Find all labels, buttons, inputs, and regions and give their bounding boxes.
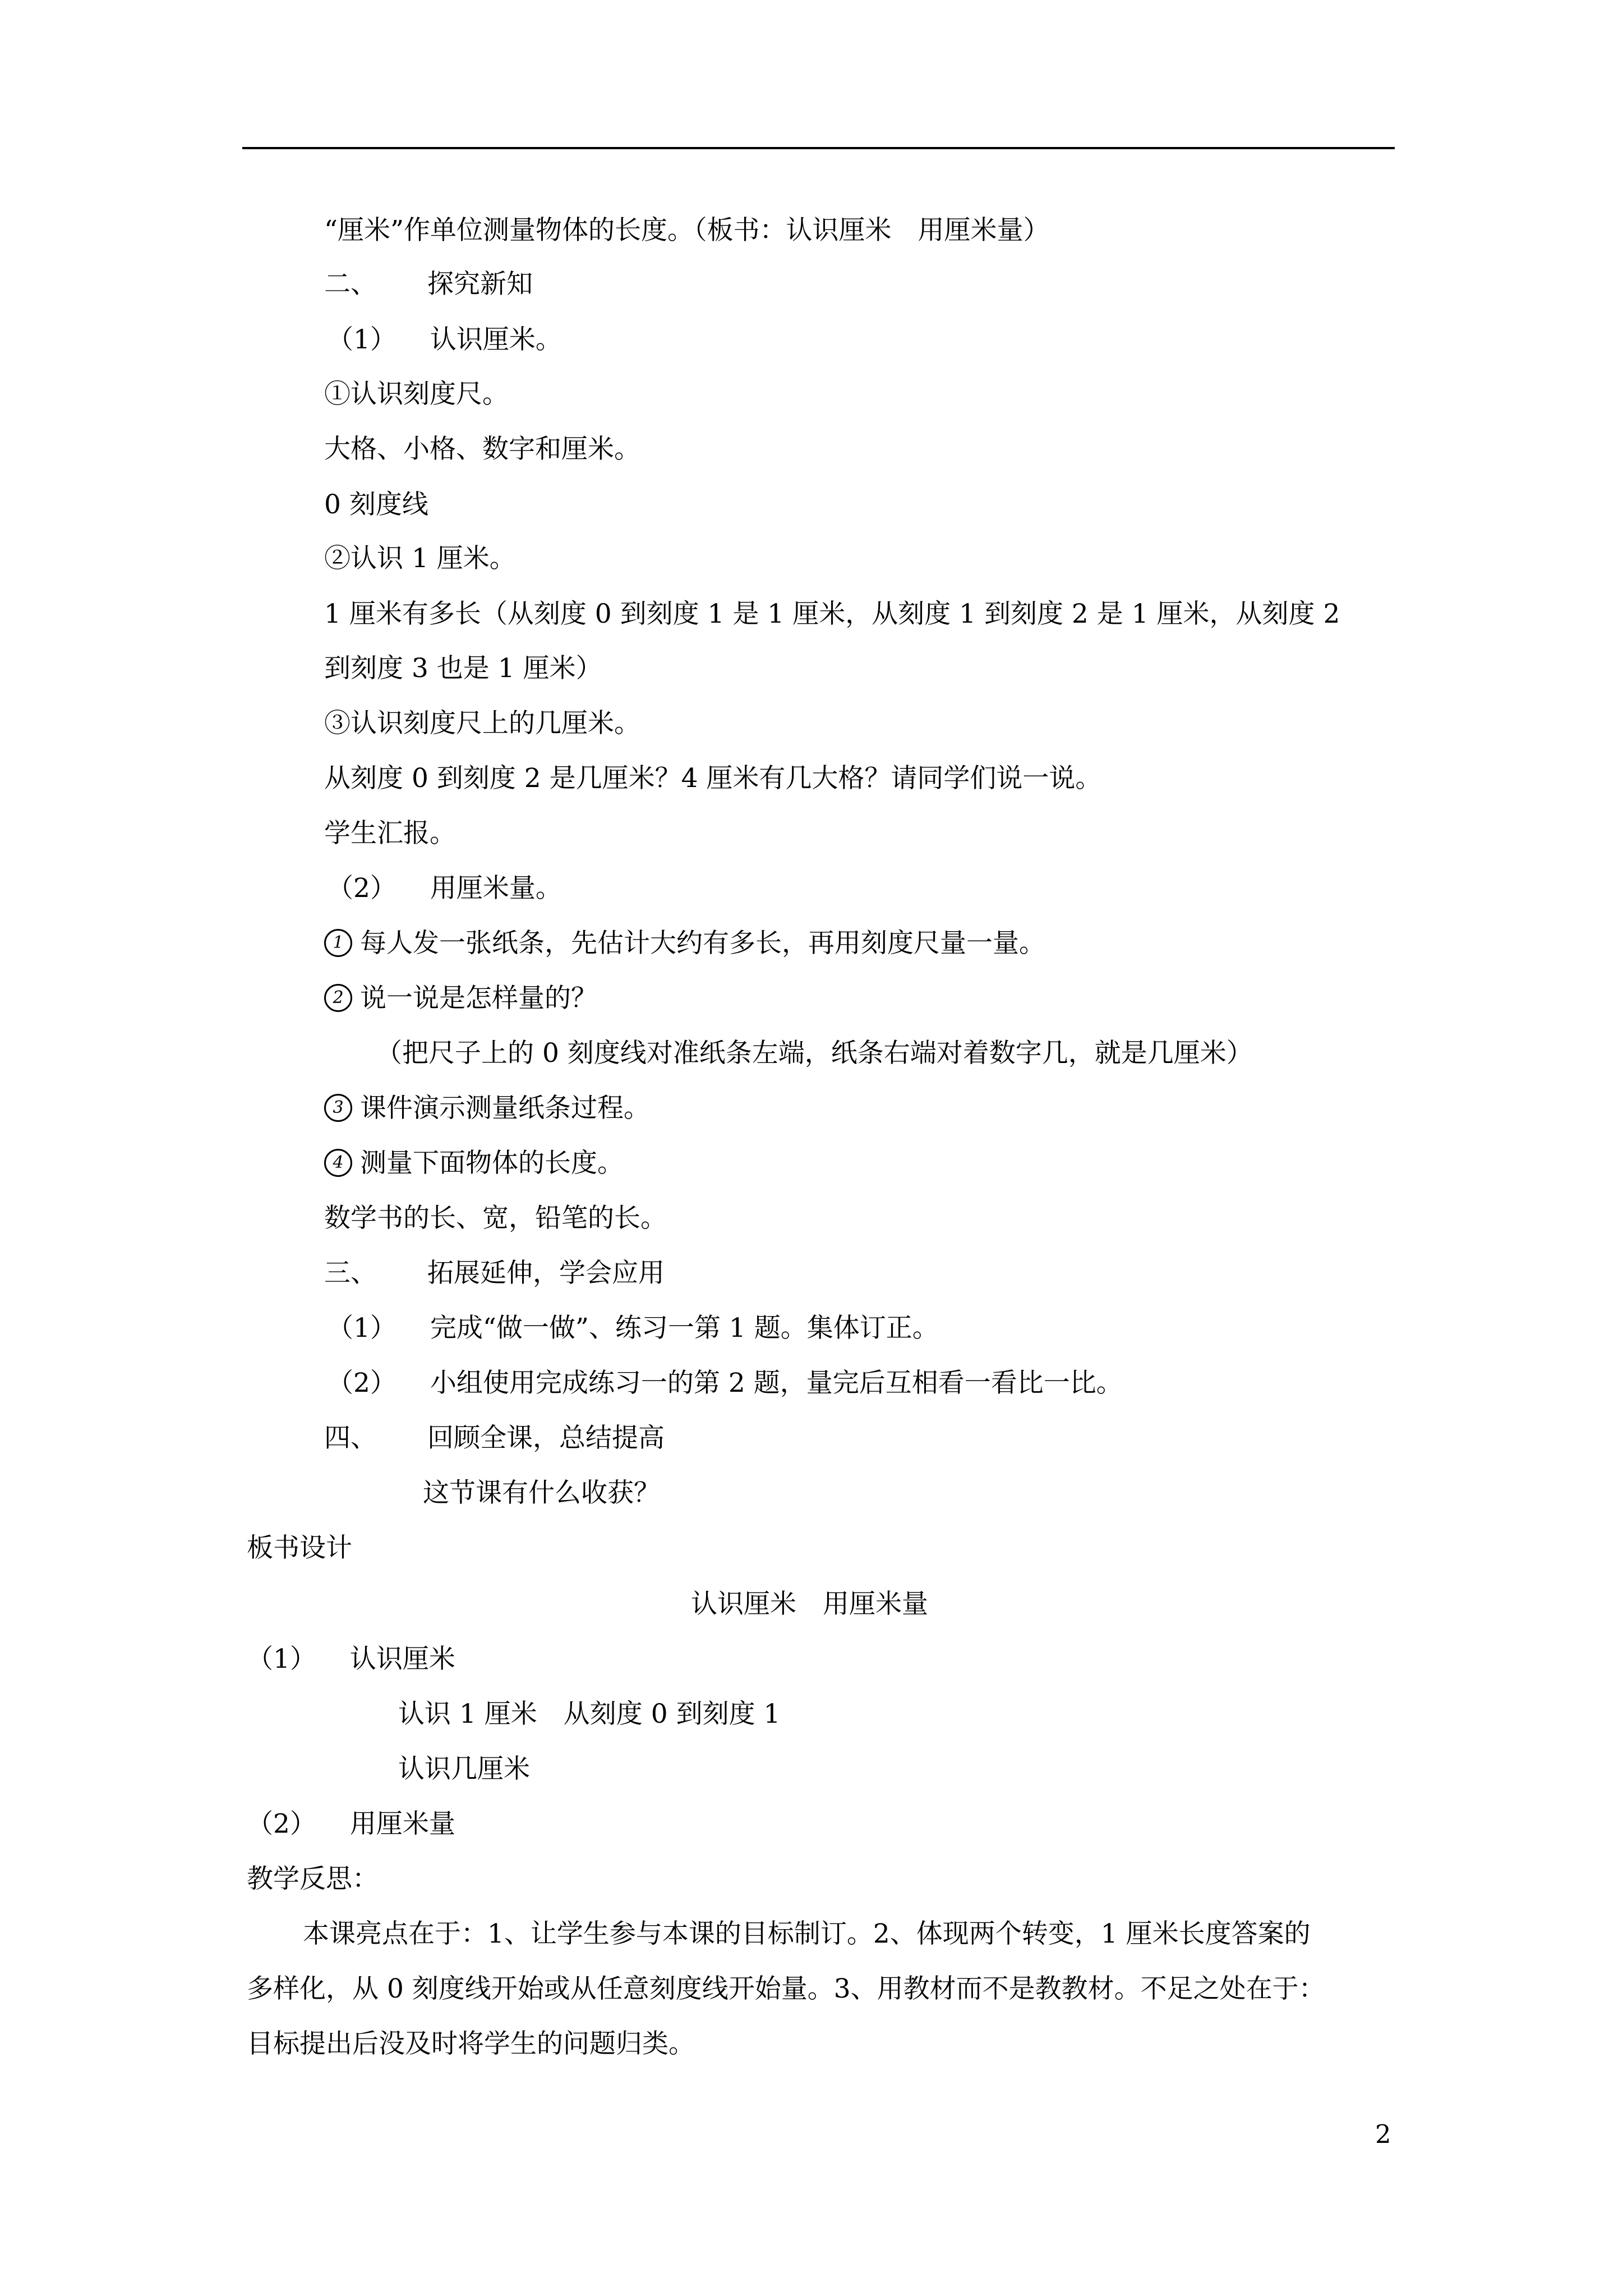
text-line: 数学书的长、宽，铅笔的长。: [324, 1203, 667, 1234]
circled-number: 4: [324, 1149, 352, 1177]
text-line: 目标提出后没及时将学生的问题归类。: [247, 2028, 695, 2059]
text-line: 1 厘米有多长（从刻度 0 到刻度 1 是 1 厘米，从刻度 1 到刻度 2 是 1 厘米，从刻度 2: [324, 599, 1340, 629]
text-line: “厘米”作单位测量物体的长度。（板书：认识厘米 用厘米量）: [324, 215, 1050, 246]
sub-number: （1）: [327, 324, 396, 355]
board-design-heading: 板书设计: [247, 1533, 352, 1563]
text-line: 学生汇报。: [324, 818, 456, 849]
text-line: 大格、小格、数字和厘米。: [324, 434, 640, 464]
board-design-title: 认识厘米 用厘米量: [691, 1589, 928, 1619]
list-item: [324, 927, 1045, 960]
list-item-text: 课件演示测量纸条过程。: [360, 1093, 650, 1124]
sub-heading: [327, 1312, 939, 1345]
reflection-heading: 教学反思：: [247, 1864, 379, 1894]
text-line: 多样化，从 0 刻度线开始或从任意刻度线开始量。3、用教材而不是教教材。不足之处在于：: [247, 1973, 1325, 2004]
text-line: 本课亮点在于：1、让学生参与本课的目标制订。2、体现两个转变，1 厘米长度答案的: [303, 1918, 1311, 1949]
list-item-text: 每人发一张纸条，先估计大约有多长，再用刻度尺量一量。: [360, 928, 1045, 959]
text-line: 从刻度 0 到刻度 2 是几厘米？4 厘米有几大格？请同学们说一说。: [324, 763, 1102, 794]
section-title: 拓展延伸，学会应用: [427, 1258, 665, 1289]
list-item: [324, 982, 597, 1015]
section-heading: [324, 268, 533, 301]
sub-number: （1）: [327, 1313, 396, 1343]
board-item-number: （1）: [247, 1644, 316, 1674]
sub-heading: [327, 323, 562, 357]
text-line: ①认识刻度尺。: [324, 379, 509, 409]
text-line: 这节课有什么收获？: [423, 1478, 660, 1508]
list-item-text: 说一说是怎样量的？: [360, 983, 597, 1014]
list-item: [324, 1147, 624, 1180]
circled-number: 1: [324, 929, 352, 957]
board-item: [247, 1642, 455, 1676]
text-line: 到刻度 3 也是 1 厘米）: [324, 653, 602, 684]
text-line: 0 刻度线: [324, 489, 428, 520]
sub-title: 完成“做一做”、练习一第 1 题。集体订正。: [430, 1313, 939, 1343]
sub-title: 用厘米量。: [430, 873, 562, 904]
text-line: ②认识 1 厘米。: [324, 543, 516, 574]
text-line: 认识几厘米: [398, 1754, 530, 1784]
board-item-text: 用厘米量: [349, 1809, 455, 1839]
section-title: 回顾全课，总结提高: [427, 1423, 665, 1453]
text-line: 认识 1 厘米 从刻度 0 到刻度 1: [398, 1699, 781, 1729]
section-number: 四、: [324, 1423, 377, 1453]
board-item-number: （2）: [247, 1809, 316, 1839]
section-heading: [324, 1257, 665, 1290]
list-item-text: 测量下面物体的长度。: [360, 1148, 624, 1179]
section-number: 三、: [324, 1258, 377, 1289]
board-item: [247, 1807, 455, 1841]
section-number: 二、: [324, 269, 377, 300]
board-item-text: 认识厘米: [349, 1644, 455, 1674]
sub-heading: [327, 872, 562, 905]
page-number: 2: [1375, 2119, 1391, 2149]
sub-title: 小组使用完成练习一的第 2 题，量完后互相看一看比一比。: [430, 1368, 1123, 1398]
sub-heading: [327, 1366, 1123, 1400]
header-rule: [242, 147, 1395, 149]
section-title: 探究新知: [427, 269, 533, 300]
sub-title: 认识厘米。: [430, 324, 562, 355]
circled-number: 3: [324, 1094, 352, 1122]
section-heading: [324, 1421, 665, 1455]
circled-number: 2: [324, 984, 352, 1012]
list-item: [324, 1092, 650, 1125]
sub-number: （2）: [327, 873, 396, 904]
text-line: （把尺子上的 0 刻度线对准纸条左端，纸条右端对着数字几，就是几厘米）: [376, 1038, 1253, 1069]
text-line: ③认识刻度尺上的几厘米。: [324, 708, 640, 739]
sub-number: （2）: [327, 1368, 396, 1398]
